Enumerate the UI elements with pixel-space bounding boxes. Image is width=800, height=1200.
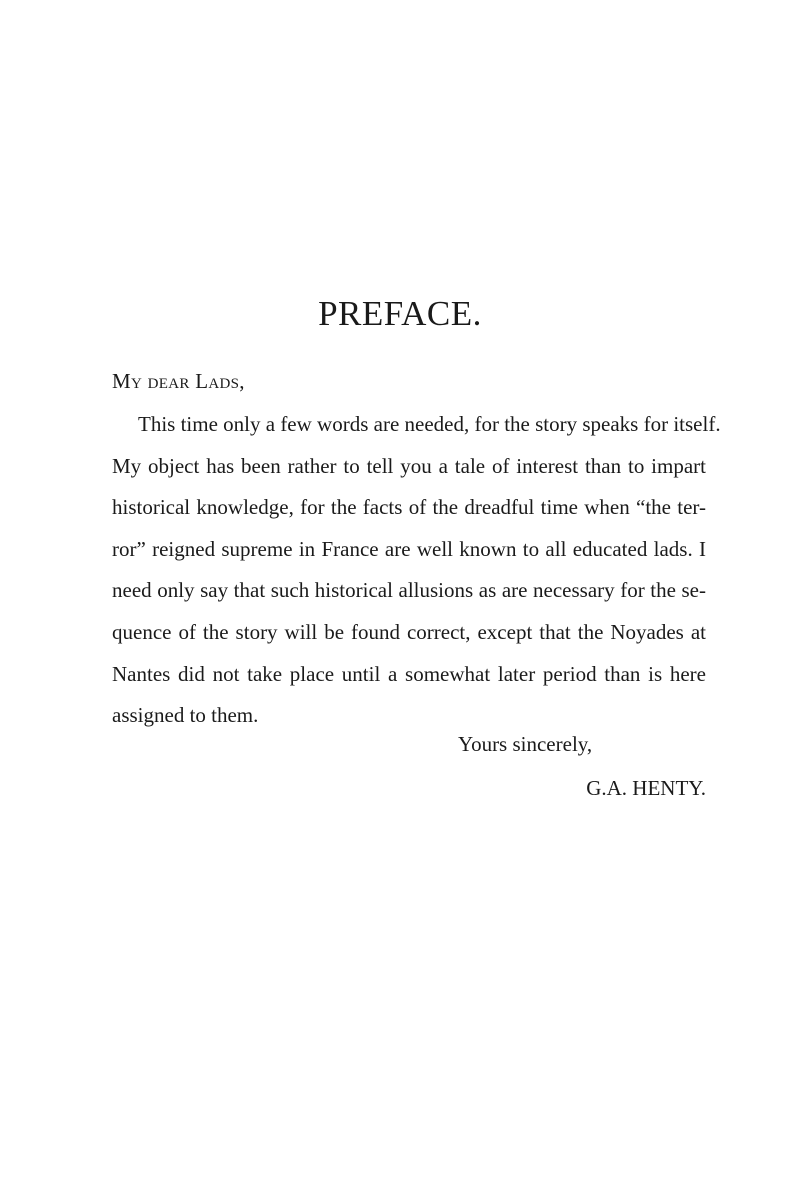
author-signature: G.A. HENTY. [586,776,706,800]
page-title: PREFACE. [318,294,482,333]
body-line: assigned to them. [112,703,259,728]
body-line: ror” reigned supreme in France are well known to all educated lads. I [112,536,706,561]
salutation: My dear Lads, [112,369,245,393]
body-line: quence of the story will be found correct, except that the Noyades at [112,619,706,644]
body-line: This time only a few words are needed, for the story speaks for itself. [138,412,721,436]
body-line: need only say that such historical allusions as are necessary for the se- [112,578,706,603]
body-line: My object has been rather to tell you a tale of interest than to impart [112,453,706,478]
preface-body [112,404,721,737]
closing-phrase: Yours sincerely, [458,732,593,756]
body-line: historical knowledge, for the facts of the dreadful time when “the ter- [112,495,706,520]
body-line: Nantes did not take place until a somewhat later period than is here [112,661,706,686]
